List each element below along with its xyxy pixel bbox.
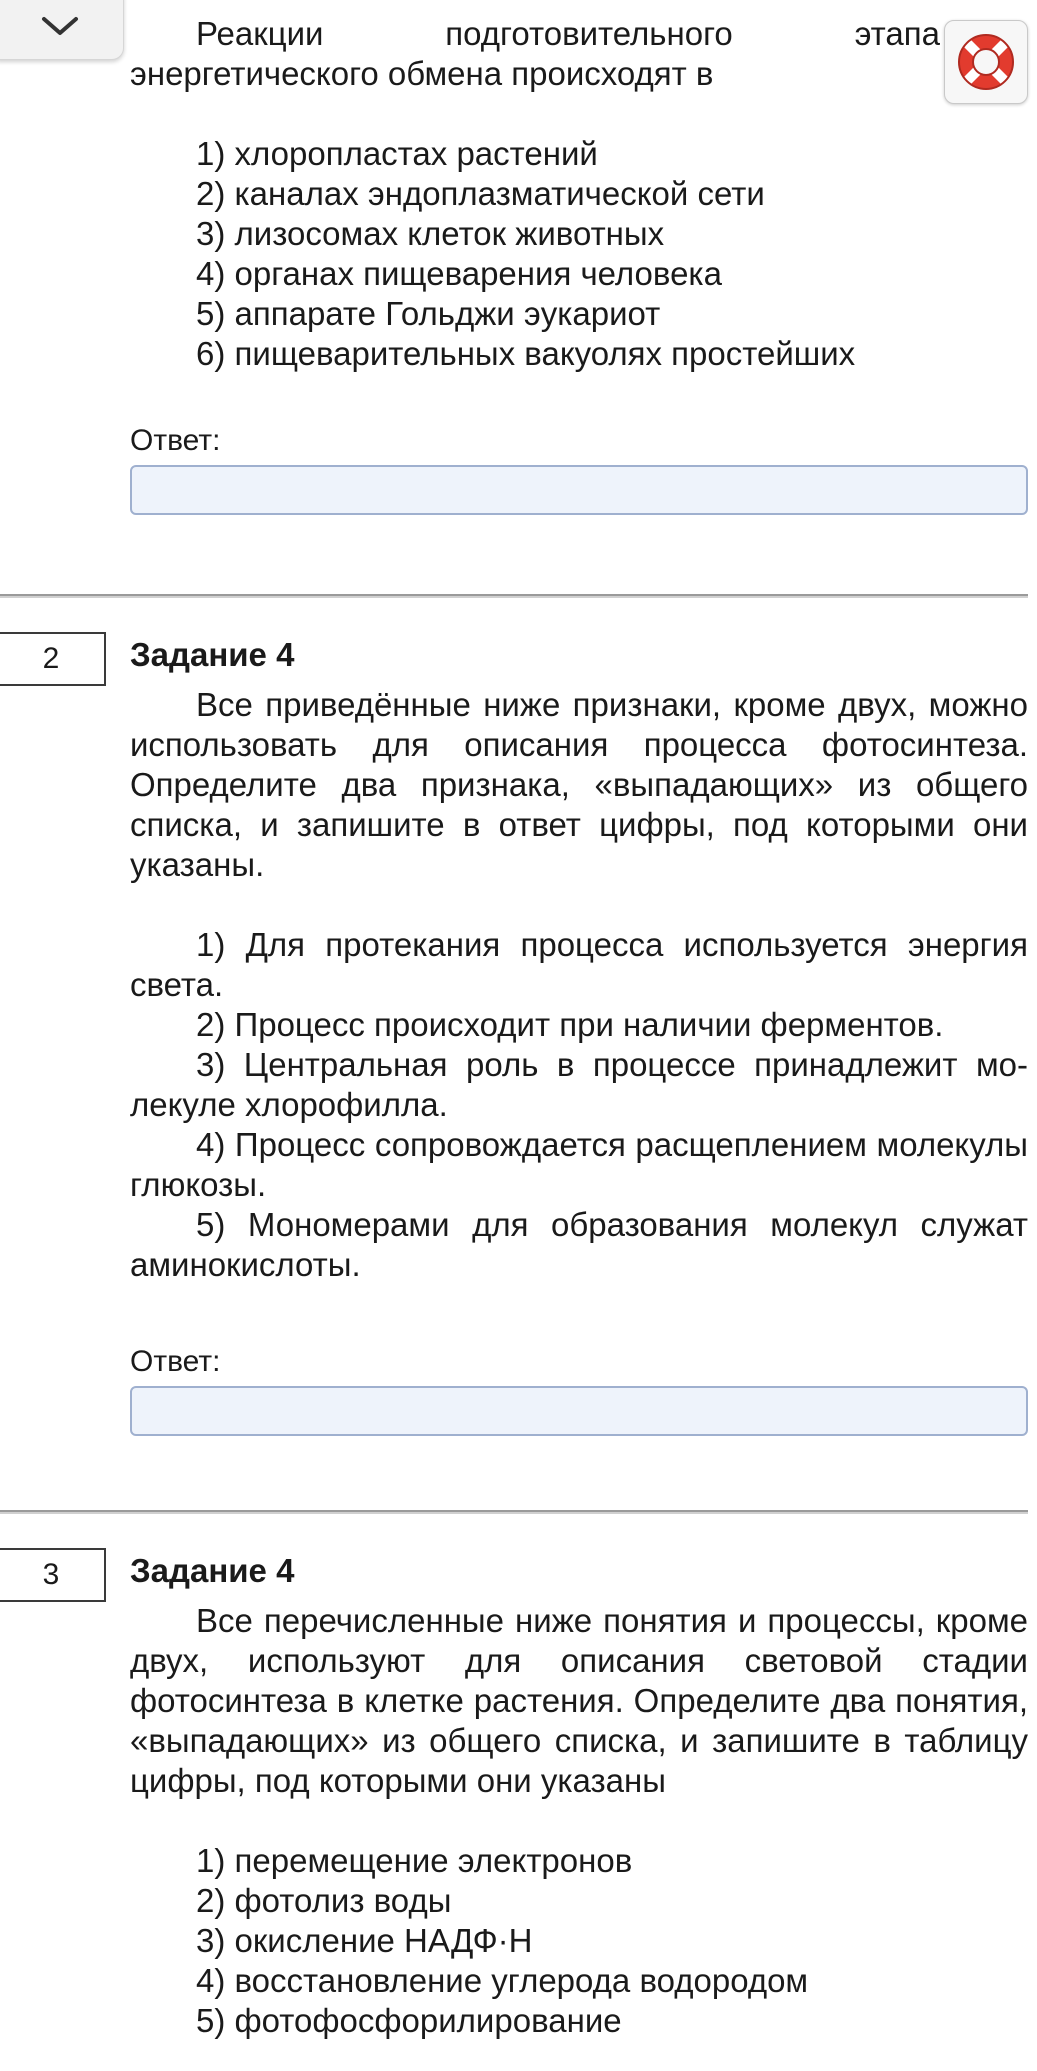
list-item: 2) фотолиз воды (196, 1882, 452, 1919)
answer-label: Ответ: (130, 424, 221, 457)
help-button[interactable] (944, 20, 1028, 104)
lifebuoy-icon (955, 31, 1017, 93)
list-item: 2) каналах эндоплазматической сети (196, 175, 765, 212)
task-1-intro: Реакции подготовительного этапа энергетического обмена происходят в (130, 15, 940, 92)
list-item: 5) фотофосфорилирование (196, 2002, 622, 2039)
task-3-options (130, 1841, 1028, 2041)
list-item: 3) окисление НАДФ·Н (196, 1922, 533, 1959)
list-item: 1) Для протекания процесса используется энергия света. (130, 926, 1028, 1003)
list-item: 6) пищеварительных вакуолях простейших (196, 335, 856, 372)
list-item: 5) аппарате Гольджи эукариот (196, 295, 661, 332)
list-item: 3) Центральная роль в процессе принадлежит молекуле хлорофилла. (130, 1046, 1028, 1123)
answer-label: Ответ: (130, 1345, 221, 1378)
task-2-options (130, 925, 1028, 1285)
list-item: 2) Процесс происходит при наличии ферментов. (196, 1006, 944, 1043)
answer-input-task-2[interactable] (130, 1386, 1028, 1436)
task-number-badge: 2 (0, 632, 106, 686)
list-item: 5) Мономерами для образования молекул служат аминокислоты. (130, 1206, 1028, 1283)
answer-input-task-1[interactable] (130, 465, 1028, 515)
divider (0, 1510, 1028, 1514)
divider (0, 594, 1028, 598)
list-item: 4) восстановление углерода водородом (196, 1962, 809, 1999)
task-number-badge: 3 (0, 1548, 106, 1602)
list-item: 4) органах пищеварения человека (196, 255, 722, 292)
list-item: 1) хлоропластах растений (196, 135, 598, 172)
task-2-intro: Все приведённые ниже признаки, кроме двух, можно использовать для описания процесса фотосинтеза. Определите два признака, «выпадающих» из общего списка, и запишите в ответ цифры, под которыми они указаны. (130, 686, 1028, 883)
list-item: 4) Процесс сопровождается расщеплением молекулы глюкозы. (130, 1126, 1028, 1203)
list-item: 1) перемещение электронов (196, 1842, 633, 1879)
task-3-intro: Все перечисленные ниже понятия и процессы, кроме двух, используют для описания световой стадии фотосинтеза в клетке растения. Определите два понятия, «выпадающих» из общего списка, и запишите в таблицу цифры, под которыми они указаны (130, 1602, 1028, 1799)
chevron-down-icon (40, 15, 80, 39)
collapse-button[interactable] (0, 0, 124, 60)
task-1-options (130, 134, 940, 374)
task-title: Задание 4 (130, 1552, 295, 1589)
task-title: Задание 4 (130, 636, 295, 673)
list-item: 3) лизосомах клеток животных (196, 215, 665, 252)
